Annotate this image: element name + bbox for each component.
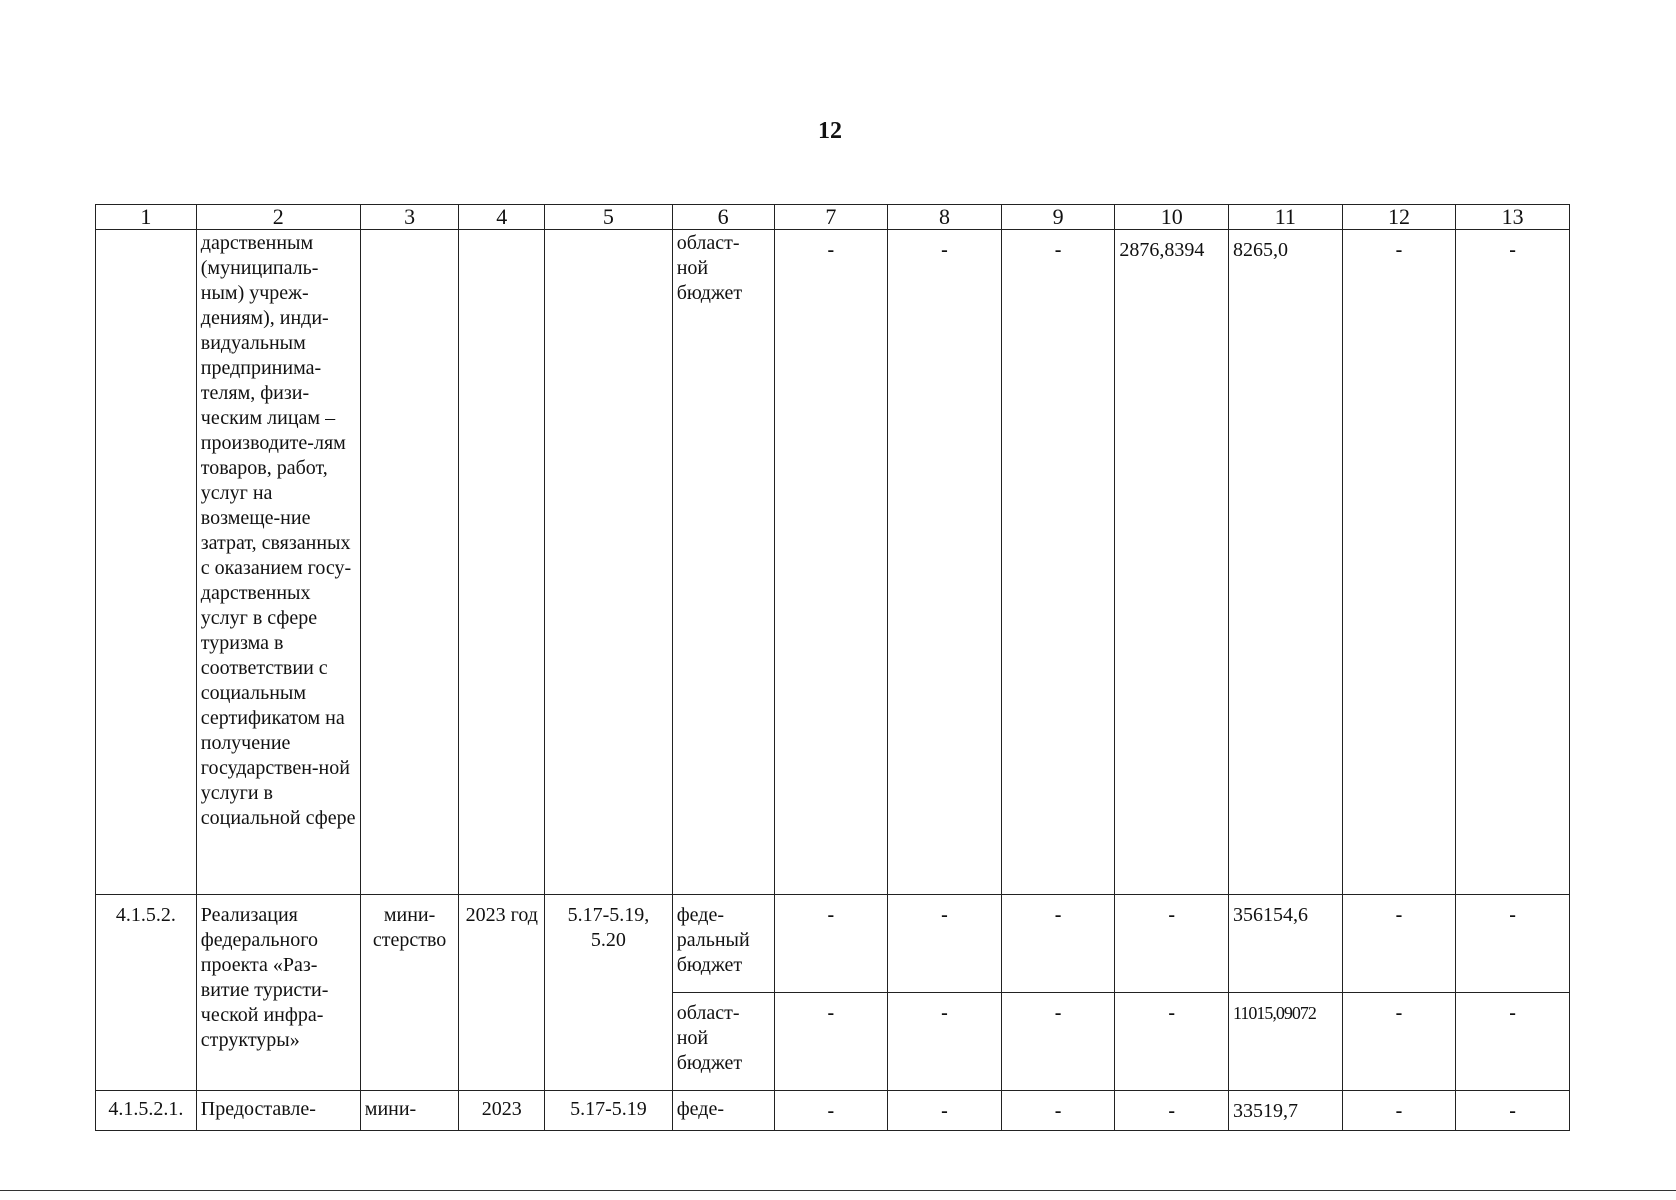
value-cell: - [774, 230, 888, 895]
value-cell: 11015,09072 [1229, 993, 1343, 1091]
indicators-cell: 5.17-5.19, 5.20 [545, 895, 673, 1091]
column-number-row [96, 205, 1570, 230]
value-cell: - [1456, 895, 1570, 993]
value-cell: - [888, 993, 1002, 1091]
value-cell: 2876,8394 [1115, 230, 1229, 895]
value-cell: - [888, 1091, 1002, 1131]
indicators-cell: 5.17-5.19 [545, 1091, 673, 1131]
value-cell: - [1456, 1091, 1570, 1131]
row-code-cell [96, 230, 197, 895]
year-cell: 2023 [459, 1091, 545, 1131]
column-header: 6 [672, 205, 774, 230]
value-cell: - [1001, 993, 1115, 1091]
column-header: 1 [96, 205, 197, 230]
row-description: Предоставле- [196, 1091, 360, 1131]
funding-source: феде-ральный бюджет [672, 895, 774, 993]
value-cell: - [774, 895, 888, 993]
column-header: 5 [545, 205, 673, 230]
page-number: 12 [818, 118, 842, 144]
value-cell: - [1115, 993, 1229, 1091]
value-cell: - [774, 1091, 888, 1131]
column-header: 2 [196, 205, 360, 230]
value-cell: - [1456, 230, 1570, 895]
value-cell: - [1115, 895, 1229, 993]
funding-source: област-ной бюджет [672, 993, 774, 1091]
value-cell: 356154,6 [1229, 895, 1343, 993]
column-header: 11 [1229, 205, 1343, 230]
value-cell: 8265,0 [1229, 230, 1343, 895]
year-cell [459, 230, 545, 895]
column-header: 3 [360, 205, 459, 230]
value-cell: - [888, 895, 1002, 993]
page-bottom-rule [0, 1190, 1676, 1191]
indicators-cell [545, 230, 673, 895]
funding-source: феде- [672, 1091, 774, 1131]
row-description: Реализация федерального проекта «Раз-витие туристи-ческой инфра-структуры» [196, 895, 360, 1091]
row-code: 4.1.5.2. [96, 895, 197, 1091]
column-header: 13 [1456, 205, 1570, 230]
table-row [96, 1091, 1570, 1131]
column-header: 7 [774, 205, 888, 230]
column-header: 4 [459, 205, 545, 230]
value-cell: - [1001, 230, 1115, 895]
row-code: 4.1.5.2.1. [96, 1091, 197, 1131]
value-cell: - [1001, 1091, 1115, 1131]
column-header: 8 [888, 205, 1002, 230]
value-cell: - [1001, 895, 1115, 993]
table-row [96, 895, 1570, 993]
row-description: дарственным (муниципаль-ным) учреж-дениям), инди-видуальным предпринима-телям, физи-ческим лицам – производите-лям товаров, работ, услуг на возмеще-ние затрат, связанных с оказанием госу-дарственных услуг в сфере туризма в соответствии с социальным сертификатом на получение государствен-ной услуги в социальной сфере [196, 230, 360, 895]
value-cell: 33519,7 [1229, 1091, 1343, 1131]
column-header: 10 [1115, 205, 1229, 230]
year-cell: 2023 год [459, 895, 545, 1091]
column-header: 9 [1001, 205, 1115, 230]
table-row [96, 230, 1570, 895]
value-cell: - [1456, 993, 1570, 1091]
value-cell: - [1342, 1091, 1456, 1131]
funding-source: област-ной бюджет [672, 230, 774, 895]
value-cell: - [1342, 230, 1456, 895]
value-cell: - [1342, 993, 1456, 1091]
column-header: 12 [1342, 205, 1456, 230]
value-cell: - [1342, 895, 1456, 993]
executor-cell: мини- [360, 1091, 459, 1131]
budget-table [95, 204, 1570, 1131]
value-cell: - [1115, 1091, 1229, 1131]
value-cell: - [888, 230, 1002, 895]
executor-cell [360, 230, 459, 895]
executor-cell: мини-стерство [360, 895, 459, 1091]
value-cell: - [774, 993, 888, 1091]
